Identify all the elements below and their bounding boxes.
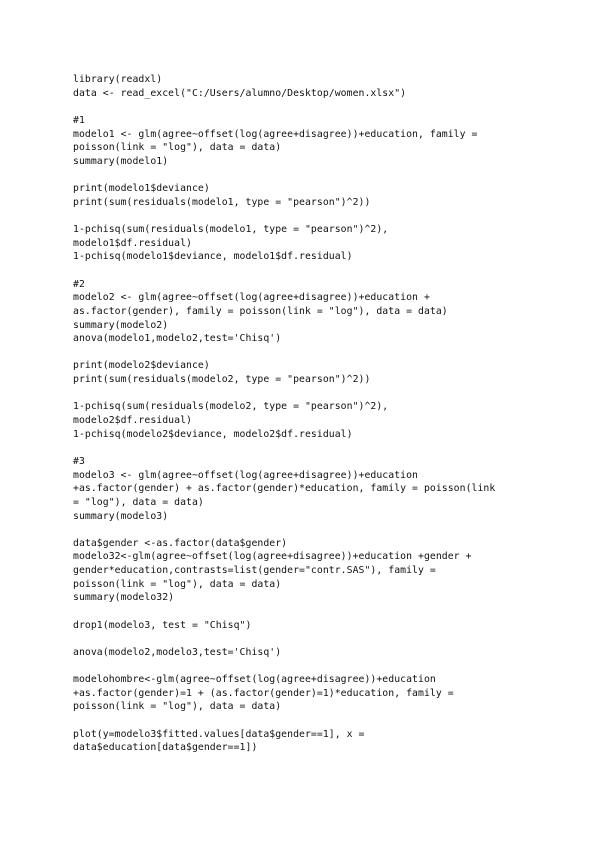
code-line: anova(modelo1,modelo2,test='Chisq') — [73, 333, 282, 345]
code-line: modelo32<-glm(agree~offset(log(agree+disagree))+education +gender + — [73, 551, 472, 563]
code-line: print(modelo2$deviance) — [73, 360, 210, 372]
code-line: modelo1 <- glm(agree~offset(log(agree+disagree))+education, family = — [73, 128, 478, 140]
blank-line — [73, 346, 573, 360]
blank-line — [73, 523, 573, 537]
blank-line — [73, 387, 573, 401]
code-line: poisson(link = "log"), data = data) — [73, 578, 282, 590]
code-line: as.factor(gender), family = poisson(link = "log"), data = data) — [73, 305, 448, 317]
code-line: #1 — [73, 114, 85, 126]
code-line: modelo2 <- glm(agree~offset(log(agree+disagree))+education + — [73, 292, 430, 304]
code-line: drop1(modelo3, test = "Chisq") — [73, 619, 252, 631]
code-line: print(sum(residuals(modelo2, type = "pearson")^2)) — [73, 374, 371, 386]
code-line: 1-pchisq(modelo1$deviance, modelo1$df.residual) — [73, 251, 353, 263]
code-line: data$education[data$gender==1]) — [73, 742, 258, 754]
code-line: summary(modelo2) — [73, 319, 169, 331]
blank-line — [73, 441, 573, 455]
code-line: library(readxl) — [73, 74, 163, 85]
code-line: +as.factor(gender) + as.factor(gender)*education, family = poisson(link — [73, 483, 496, 495]
blank-line — [73, 100, 573, 114]
blank-line — [73, 209, 573, 223]
code-line: data$gender <-as.factor(data$gender) — [73, 537, 288, 549]
code-line: modelohombre<-glm(agree~offset(log(agree+disagree))+education — [73, 674, 436, 686]
code-line: data <- read_excel("C:/Users/alumno/Desktop/women.xlsx") — [73, 87, 407, 99]
code-block — [73, 73, 573, 755]
code-line: modelo3 <- glm(agree~offset(log(agree+disagree))+education — [73, 469, 418, 481]
code-line: 1-pchisq(modelo2$deviance, modelo2$df.residual) — [73, 428, 353, 440]
code-line: print(sum(residuals(modelo1, type = "pearson")^2)) — [73, 196, 371, 208]
code-line: summary(modelo3) — [73, 510, 169, 522]
code-line: modelo2$df.residual) — [73, 415, 192, 427]
code-line: 1-pchisq(sum(residuals(modelo2, type = "pearson")^2), — [73, 401, 389, 413]
code-line: anova(modelo2,modelo3,test='Chisq') — [73, 646, 282, 658]
code-line: +as.factor(gender)=1 + (as.factor(gender)=1)*education, family = — [73, 687, 454, 699]
blank-line — [73, 632, 573, 646]
code-line: poisson(link = "log"), data = data) — [73, 142, 282, 154]
code-line: modelo1$df.residual) — [73, 237, 192, 249]
blank-line — [73, 264, 573, 278]
code-line: 1-pchisq(sum(residuals(modelo1, type = "pearson")^2), — [73, 224, 389, 236]
code-line: #2 — [73, 278, 85, 290]
blank-line — [73, 605, 573, 619]
code-line: poisson(link = "log"), data = data) — [73, 701, 282, 713]
code-line: #3 — [73, 455, 85, 467]
code-line: gender*education,contrasts=list(gender="contr.SAS"), family = — [73, 565, 436, 577]
code-line: summary(modelo32) — [73, 592, 175, 604]
blank-line — [73, 714, 573, 728]
code-line: summary(modelo1) — [73, 155, 169, 167]
code-line: plot(y=modelo3$fitted.values[data$gender==1], x = — [73, 728, 365, 740]
code-line: = "log"), data = data) — [73, 496, 204, 508]
blank-line — [73, 168, 573, 182]
blank-line — [73, 660, 573, 674]
code-line: print(modelo1$deviance) — [73, 183, 210, 195]
